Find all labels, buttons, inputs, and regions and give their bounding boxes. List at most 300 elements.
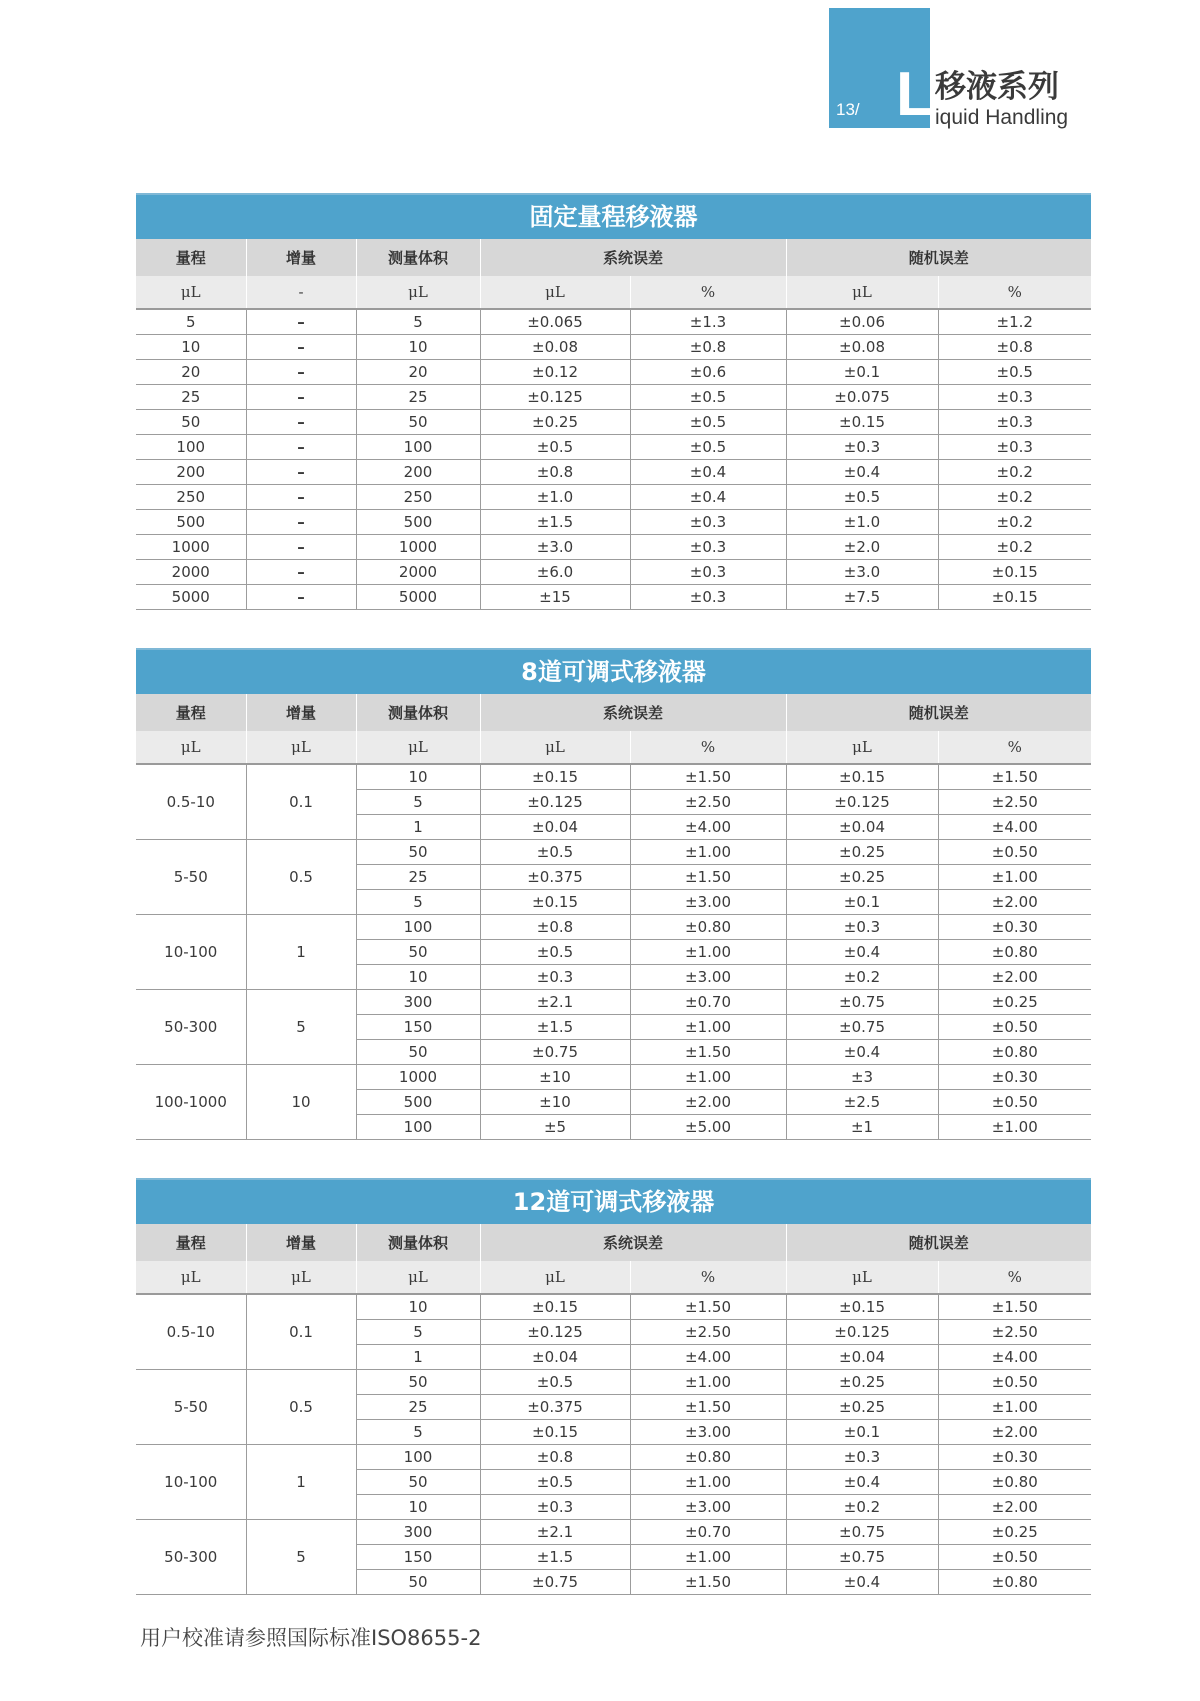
table-cell: – bbox=[246, 385, 356, 410]
table-cell: 2000 bbox=[356, 560, 480, 585]
table-row bbox=[136, 510, 1091, 535]
ch12-spec-table bbox=[136, 1224, 1091, 1595]
calibration-note: 用户校准请参照国际标准ISO8655-2 bbox=[140, 1626, 482, 1650]
table-cell: ±0.2 bbox=[786, 1495, 938, 1520]
table-cell: 25 bbox=[136, 385, 246, 410]
table-cell: 100 bbox=[356, 1445, 480, 1470]
increment-cell: 1 bbox=[246, 1445, 356, 1520]
table-cell: ±0.3 bbox=[630, 585, 786, 610]
table-row bbox=[136, 915, 1091, 940]
unit-cell: % bbox=[938, 1261, 1091, 1294]
table-cell: ±0.15 bbox=[938, 585, 1091, 610]
table-cell: ±0.25 bbox=[786, 1370, 938, 1395]
table-cell: ±0.3 bbox=[630, 510, 786, 535]
table-cell: ±0.70 bbox=[630, 990, 786, 1015]
table-cell: ±1.00 bbox=[938, 865, 1091, 890]
table-cell: ±0.5 bbox=[480, 1470, 630, 1495]
table-row bbox=[136, 585, 1091, 610]
table-cell: ±0.25 bbox=[480, 410, 630, 435]
table-cell: 10 bbox=[356, 335, 480, 360]
table-cell: ±0.80 bbox=[938, 1040, 1091, 1065]
table-cell: 5000 bbox=[356, 585, 480, 610]
ch12-pipette-section bbox=[136, 1178, 1091, 1595]
table-row bbox=[136, 1370, 1091, 1395]
unit-cell: % bbox=[630, 276, 786, 309]
table-cell: 5 bbox=[356, 1320, 480, 1345]
table-cell: ±1.50 bbox=[630, 1294, 786, 1320]
table-cell: ±3.00 bbox=[630, 965, 786, 990]
table-cell: ±0.125 bbox=[786, 1320, 938, 1345]
table-cell: ±0.3 bbox=[480, 965, 630, 990]
unit-cell: % bbox=[938, 731, 1091, 764]
table-cell: ±0.08 bbox=[786, 335, 938, 360]
unit-cell: μL bbox=[246, 731, 356, 764]
table-cell: 5 bbox=[356, 309, 480, 335]
table-cell: ±0.375 bbox=[480, 865, 630, 890]
range-cell: 50-300 bbox=[136, 1520, 246, 1595]
unit-row bbox=[136, 731, 1091, 764]
table-cell: – bbox=[246, 435, 356, 460]
table-cell: 25 bbox=[356, 385, 480, 410]
table-cell: – bbox=[246, 309, 356, 335]
table-cell: 50 bbox=[356, 840, 480, 865]
col-random-error: 随机误差 bbox=[786, 239, 1091, 276]
table-cell: ±0.2 bbox=[938, 510, 1091, 535]
table-cell: ±0.2 bbox=[938, 535, 1091, 560]
table-cell: ±3.00 bbox=[630, 1420, 786, 1445]
increment-cell: 1 bbox=[246, 915, 356, 990]
table-cell: ±0.80 bbox=[630, 1445, 786, 1470]
table-cell: ±0.3 bbox=[786, 1445, 938, 1470]
table-cell: ±0.1 bbox=[786, 360, 938, 385]
table-cell: ±1.00 bbox=[630, 1015, 786, 1040]
table-cell: ±0.30 bbox=[938, 1445, 1091, 1470]
unit-cell: % bbox=[630, 731, 786, 764]
col-volume: 测量体积 bbox=[356, 694, 480, 731]
table-cell: ±0.80 bbox=[630, 915, 786, 940]
table-cell: ±5.00 bbox=[630, 1115, 786, 1140]
table-cell: 10 bbox=[356, 1294, 480, 1320]
table-cell: ±0.6 bbox=[630, 360, 786, 385]
table-cell: ±0.04 bbox=[480, 815, 630, 840]
table-cell: ±0.5 bbox=[630, 435, 786, 460]
table-row bbox=[136, 385, 1091, 410]
table-cell: 10 bbox=[356, 965, 480, 990]
table-cell: 50 bbox=[356, 940, 480, 965]
col-random-error: 随机误差 bbox=[786, 694, 1091, 731]
col-increment: 增量 bbox=[246, 1224, 356, 1261]
range-cell: 50-300 bbox=[136, 990, 246, 1065]
table-cell: ±0.4 bbox=[786, 460, 938, 485]
section-title: 8道可调式移液器 bbox=[136, 648, 1091, 694]
table-cell: ±0.2 bbox=[938, 485, 1091, 510]
increment-cell: 10 bbox=[246, 1065, 356, 1140]
unit-row bbox=[136, 276, 1091, 309]
range-cell: 10-100 bbox=[136, 915, 246, 990]
table-cell: ±2.1 bbox=[480, 990, 630, 1015]
table-cell: 2000 bbox=[136, 560, 246, 585]
table-cell: ±2.1 bbox=[480, 1520, 630, 1545]
section-title: 固定量程移液器 bbox=[136, 193, 1091, 239]
table-cell: ±7.5 bbox=[786, 585, 938, 610]
table-cell: 50 bbox=[356, 1470, 480, 1495]
table-cell: 150 bbox=[356, 1545, 480, 1570]
table-cell: 5 bbox=[356, 890, 480, 915]
table-cell: ±0.5 bbox=[630, 410, 786, 435]
table-cell: ±0.125 bbox=[480, 385, 630, 410]
table-cell: ±0.50 bbox=[938, 1545, 1091, 1570]
table-cell: ±1.50 bbox=[630, 764, 786, 790]
table-cell: 50 bbox=[356, 410, 480, 435]
table-cell: ±1.50 bbox=[630, 1040, 786, 1065]
table-cell: ±0.06 bbox=[786, 309, 938, 335]
table-cell: ±0.3 bbox=[938, 435, 1091, 460]
table-cell: – bbox=[246, 510, 356, 535]
range-cell: 0.5-10 bbox=[136, 764, 246, 840]
table-cell: ±0.8 bbox=[630, 335, 786, 360]
table-cell: 1000 bbox=[136, 535, 246, 560]
table-row bbox=[136, 1065, 1091, 1090]
table-cell: 50 bbox=[356, 1570, 480, 1595]
table-cell: ±0.15 bbox=[786, 1294, 938, 1320]
table-cell: ±0.065 bbox=[480, 309, 630, 335]
table-cell: ±0.04 bbox=[786, 815, 938, 840]
table-cell: ±1.5 bbox=[480, 1015, 630, 1040]
series-title-cn: 移液系列 bbox=[935, 69, 1059, 105]
range-cell: 0.5-10 bbox=[136, 1294, 246, 1370]
table-cell: ±4.00 bbox=[630, 815, 786, 840]
table-row bbox=[136, 1520, 1091, 1545]
table-cell: ±2.0 bbox=[786, 535, 938, 560]
table-cell: ±5 bbox=[480, 1115, 630, 1140]
table-cell: ±0.30 bbox=[938, 915, 1091, 940]
table-cell: – bbox=[246, 485, 356, 510]
table-cell: ±3.00 bbox=[630, 1495, 786, 1520]
table-cell: 25 bbox=[356, 865, 480, 890]
table-cell: ±0.75 bbox=[480, 1570, 630, 1595]
table-cell: ±0.80 bbox=[938, 1570, 1091, 1595]
table-cell: ±3.0 bbox=[786, 560, 938, 585]
table-cell: ±0.75 bbox=[786, 1520, 938, 1545]
table-cell: 10 bbox=[356, 764, 480, 790]
table-cell: ±0.8 bbox=[938, 335, 1091, 360]
col-range: 量程 bbox=[136, 239, 246, 276]
table-cell: ±0.375 bbox=[480, 1395, 630, 1420]
table-cell: ±0.25 bbox=[938, 1520, 1091, 1545]
table-cell: ±0.70 bbox=[630, 1520, 786, 1545]
table-cell: ±1.2 bbox=[938, 309, 1091, 335]
table-cell: 250 bbox=[136, 485, 246, 510]
table-cell: ±0.3 bbox=[630, 535, 786, 560]
table-row bbox=[136, 485, 1091, 510]
unit-cell: μL bbox=[356, 1261, 480, 1294]
table-cell: 10 bbox=[136, 335, 246, 360]
unit-cell: μL bbox=[786, 731, 938, 764]
table-cell: ±1.00 bbox=[630, 840, 786, 865]
table-cell: ±0.25 bbox=[786, 865, 938, 890]
col-random-error: 随机误差 bbox=[786, 1224, 1091, 1261]
col-systematic-error: 系统误差 bbox=[480, 239, 786, 276]
table-cell: – bbox=[246, 535, 356, 560]
table-cell: ±0.125 bbox=[786, 790, 938, 815]
table-cell: 50 bbox=[136, 410, 246, 435]
section-title: 12道可调式移液器 bbox=[136, 1178, 1091, 1224]
table-cell: ±10 bbox=[480, 1090, 630, 1115]
table-row bbox=[136, 535, 1091, 560]
table-cell: ±0.4 bbox=[630, 485, 786, 510]
table-cell: ±1.00 bbox=[630, 940, 786, 965]
unit-row bbox=[136, 1261, 1091, 1294]
ch8-pipette-section bbox=[136, 648, 1091, 1140]
table-cell: ±1.00 bbox=[938, 1115, 1091, 1140]
table-row bbox=[136, 1445, 1091, 1470]
table-cell: ±0.80 bbox=[938, 940, 1091, 965]
table-cell: ±0.50 bbox=[938, 1090, 1091, 1115]
table-cell: ±6.0 bbox=[480, 560, 630, 585]
col-systematic-error: 系统误差 bbox=[480, 1224, 786, 1261]
table-cell: – bbox=[246, 360, 356, 385]
table-cell: ±0.75 bbox=[786, 1545, 938, 1570]
table-cell: 1000 bbox=[356, 535, 480, 560]
table-cell: ±0.3 bbox=[938, 385, 1091, 410]
unit-cell: μL bbox=[786, 1261, 938, 1294]
unit-cell: % bbox=[630, 1261, 786, 1294]
table-row bbox=[136, 990, 1091, 1015]
table-cell: 500 bbox=[356, 510, 480, 535]
table-cell: ±2.50 bbox=[938, 790, 1091, 815]
unit-cell: μL bbox=[136, 731, 246, 764]
table-cell: ±0.50 bbox=[938, 840, 1091, 865]
table-cell: ±0.08 bbox=[480, 335, 630, 360]
table-cell: ±3.0 bbox=[480, 535, 630, 560]
table-cell: ±0.5 bbox=[480, 435, 630, 460]
table-cell: ±1.0 bbox=[786, 510, 938, 535]
col-increment: 增量 bbox=[246, 694, 356, 731]
table-cell: ±2.5 bbox=[786, 1090, 938, 1115]
table-cell: 100 bbox=[356, 915, 480, 940]
table-cell: ±4.00 bbox=[938, 1345, 1091, 1370]
table-cell: 25 bbox=[356, 1395, 480, 1420]
table-cell: ±0.3 bbox=[630, 560, 786, 585]
table-cell: ±0.4 bbox=[786, 940, 938, 965]
table-cell: ±0.4 bbox=[786, 1570, 938, 1595]
table-cell: ±0.1 bbox=[786, 1420, 938, 1445]
increment-cell: 0.1 bbox=[246, 764, 356, 840]
table-cell: ±4.00 bbox=[630, 1345, 786, 1370]
table-cell: 5 bbox=[356, 790, 480, 815]
table-cell: ±1.50 bbox=[938, 1294, 1091, 1320]
table-cell: ±0.3 bbox=[480, 1495, 630, 1520]
table-cell: 1 bbox=[356, 815, 480, 840]
ch8-spec-table bbox=[136, 694, 1091, 1140]
table-cell: 300 bbox=[356, 1520, 480, 1545]
increment-cell: 5 bbox=[246, 990, 356, 1065]
table-cell: ±0.75 bbox=[786, 1015, 938, 1040]
table-cell: 500 bbox=[356, 1090, 480, 1115]
increment-cell: 0.5 bbox=[246, 1370, 356, 1445]
table-cell: – bbox=[246, 335, 356, 360]
table-cell: ±0.75 bbox=[786, 990, 938, 1015]
table-row bbox=[136, 560, 1091, 585]
unit-cell: μL bbox=[786, 276, 938, 309]
table-cell: ±0.50 bbox=[938, 1015, 1091, 1040]
table-cell: ±1.50 bbox=[630, 1395, 786, 1420]
table-cell: 5000 bbox=[136, 585, 246, 610]
table-cell: 250 bbox=[356, 485, 480, 510]
table-cell: ±0.04 bbox=[786, 1345, 938, 1370]
table-cell: 5 bbox=[136, 309, 246, 335]
table-cell: ±0.5 bbox=[786, 485, 938, 510]
table-cell: ±0.125 bbox=[480, 790, 630, 815]
table-row bbox=[136, 410, 1091, 435]
table-cell: ±0.5 bbox=[480, 840, 630, 865]
increment-cell: 0.1 bbox=[246, 1294, 356, 1370]
unit-cell: μL bbox=[480, 1261, 630, 1294]
table-row bbox=[136, 360, 1091, 385]
table-cell: ±2.00 bbox=[630, 1090, 786, 1115]
table-cell: ±0.4 bbox=[630, 460, 786, 485]
table-cell: ±0.4 bbox=[786, 1470, 938, 1495]
table-cell: 5 bbox=[356, 1420, 480, 1445]
table-cell: 500 bbox=[136, 510, 246, 535]
table-cell: 1 bbox=[356, 1345, 480, 1370]
table-cell: ±1.00 bbox=[630, 1545, 786, 1570]
table-row bbox=[136, 435, 1091, 460]
table-cell: ±2.50 bbox=[630, 790, 786, 815]
table-cell: – bbox=[246, 460, 356, 485]
page-number: 13/ bbox=[836, 100, 860, 119]
table-cell: 200 bbox=[136, 460, 246, 485]
table-cell: ±2.50 bbox=[938, 1320, 1091, 1345]
table-row bbox=[136, 309, 1091, 335]
table-cell: ±0.75 bbox=[480, 1040, 630, 1065]
table-cell: ±0.30 bbox=[938, 1065, 1091, 1090]
table-cell: 100 bbox=[356, 435, 480, 460]
col-range: 量程 bbox=[136, 694, 246, 731]
table-cell: 150 bbox=[356, 1015, 480, 1040]
table-cell: ±1.00 bbox=[630, 1370, 786, 1395]
fixed-spec-table bbox=[136, 239, 1091, 610]
table-cell: ±0.2 bbox=[938, 460, 1091, 485]
range-cell: 5-50 bbox=[136, 840, 246, 915]
col-increment: 增量 bbox=[246, 239, 356, 276]
range-cell: 10-100 bbox=[136, 1445, 246, 1520]
increment-cell: 0.5 bbox=[246, 840, 356, 915]
table-cell: ±0.15 bbox=[480, 1420, 630, 1445]
unit-cell: μL bbox=[136, 276, 246, 309]
table-cell: 200 bbox=[356, 460, 480, 485]
table-cell: ±1.50 bbox=[938, 764, 1091, 790]
table-cell: ±3 bbox=[786, 1065, 938, 1090]
table-cell: ±2.00 bbox=[938, 1420, 1091, 1445]
table-cell: ±0.25 bbox=[786, 1395, 938, 1420]
table-cell: ±0.25 bbox=[786, 840, 938, 865]
table-cell: ±1.00 bbox=[630, 1065, 786, 1090]
unit-cell: μL bbox=[480, 276, 630, 309]
unit-cell: μL bbox=[480, 731, 630, 764]
col-volume: 测量体积 bbox=[356, 239, 480, 276]
table-cell: 50 bbox=[356, 1040, 480, 1065]
table-cell: ±1.00 bbox=[938, 1395, 1091, 1420]
table-cell: 50 bbox=[356, 1370, 480, 1395]
increment-cell: 5 bbox=[246, 1520, 356, 1595]
table-cell: 100 bbox=[356, 1115, 480, 1140]
table-cell: – bbox=[246, 410, 356, 435]
unit-cell: μL bbox=[246, 1261, 356, 1294]
table-cell: ±0.3 bbox=[786, 435, 938, 460]
table-cell: ±15 bbox=[480, 585, 630, 610]
table-cell: ±0.15 bbox=[786, 764, 938, 790]
table-row bbox=[136, 335, 1091, 360]
table-cell: ±0.1 bbox=[786, 890, 938, 915]
table-cell: 1000 bbox=[356, 1065, 480, 1090]
table-cell: ±0.15 bbox=[480, 1294, 630, 1320]
unit-cell: μL bbox=[356, 276, 480, 309]
table-cell: ±1 bbox=[786, 1115, 938, 1140]
unit-cell: % bbox=[938, 276, 1091, 309]
table-cell: 10 bbox=[356, 1495, 480, 1520]
table-cell: ±0.5 bbox=[480, 1370, 630, 1395]
table-cell: 20 bbox=[136, 360, 246, 385]
table-cell: ±2.00 bbox=[938, 1495, 1091, 1520]
unit-cell: μL bbox=[136, 1261, 246, 1294]
table-cell: ±0.15 bbox=[480, 764, 630, 790]
table-cell: ±0.4 bbox=[786, 1040, 938, 1065]
table-cell: ±1.3 bbox=[630, 309, 786, 335]
table-cell: ±0.8 bbox=[480, 460, 630, 485]
table-cell: ±0.125 bbox=[480, 1320, 630, 1345]
table-cell: ±0.15 bbox=[480, 890, 630, 915]
table-row bbox=[136, 764, 1091, 790]
table-row bbox=[136, 840, 1091, 865]
unit-cell: μL bbox=[356, 731, 480, 764]
table-cell: ±1.0 bbox=[480, 485, 630, 510]
fixed-pipette-section bbox=[136, 193, 1091, 610]
table-cell: – bbox=[246, 585, 356, 610]
table-cell: 100 bbox=[136, 435, 246, 460]
table-cell: ±4.00 bbox=[938, 815, 1091, 840]
col-volume: 测量体积 bbox=[356, 1224, 480, 1261]
table-cell: ±0.15 bbox=[938, 560, 1091, 585]
table-cell: ±0.15 bbox=[786, 410, 938, 435]
table-cell: ±1.50 bbox=[630, 865, 786, 890]
table-cell: ±0.5 bbox=[480, 940, 630, 965]
col-range: 量程 bbox=[136, 1224, 246, 1261]
range-cell: 5-50 bbox=[136, 1370, 246, 1445]
table-row bbox=[136, 460, 1091, 485]
table-cell: ±2.00 bbox=[938, 965, 1091, 990]
table-cell: – bbox=[246, 560, 356, 585]
table-cell: ±0.075 bbox=[786, 385, 938, 410]
table-row bbox=[136, 1294, 1091, 1320]
col-systematic-error: 系统误差 bbox=[480, 694, 786, 731]
table-cell: ±0.50 bbox=[938, 1370, 1091, 1395]
table-cell: ±2.50 bbox=[630, 1320, 786, 1345]
table-cell: ±1.50 bbox=[630, 1570, 786, 1595]
table-cell: ±0.25 bbox=[938, 990, 1091, 1015]
brand-initial: L bbox=[896, 60, 934, 129]
table-cell: ±10 bbox=[480, 1065, 630, 1090]
table-cell: ±0.80 bbox=[938, 1470, 1091, 1495]
table-cell: ±0.3 bbox=[786, 915, 938, 940]
table-cell: ±1.5 bbox=[480, 1545, 630, 1570]
series-title-en: iquid Handling bbox=[935, 106, 1069, 129]
table-cell: ±0.8 bbox=[480, 1445, 630, 1470]
table-cell: ±0.5 bbox=[938, 360, 1091, 385]
table-cell: ±0.8 bbox=[480, 915, 630, 940]
table-cell: 20 bbox=[356, 360, 480, 385]
table-cell: ±1.5 bbox=[480, 510, 630, 535]
